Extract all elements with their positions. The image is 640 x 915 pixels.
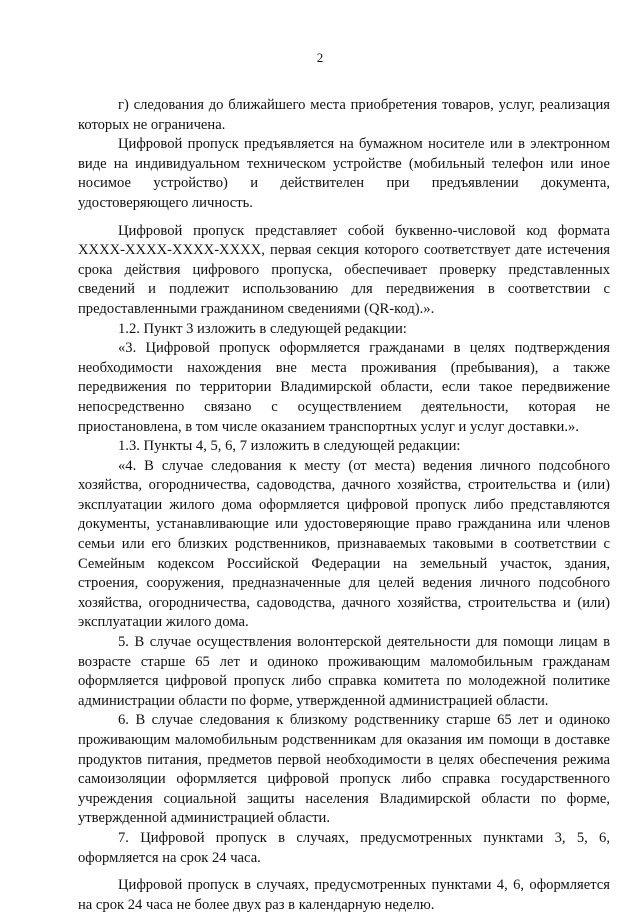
page-number: 2 [316, 50, 324, 65]
paragraph-code-format: Цифровой пропуск представляет собой буквенно-числовой код формата XXXX-XXXX-XXXX-XXXX, первая секция которого соответствует дате истечения срока действия цифрового пропуска, обеспечивает проверку представленных сведений и подлежит использованию для передвижения в соответствии с предоставленными гражданином сведениями (QR-код).». [78, 222, 610, 317]
paragraph-clause-5: 5. В случае осуществления волонтерской деятельности для помощи лицам в возрасте старше 65 лет и одиноко проживающим маломобильным гражданам оформляется цифровой пропуск либо справка комитета по молодежной политике администрации области по форме, утвержденной администрацией области. [78, 634, 610, 709]
paragraph-clause-6: 6. В случае следования к близкому родственнику старше 65 лет и одиноко проживающим маломобильным родственникам для оказания им помощи в доставке продуктов питания, предметов первой необходимости в целях обеспечения режима самоизоляции оформляется цифровой пропуск либо справка государственного учреждения социальной защиты населения Владимирской области по форме, утвержденной администрацией области. [78, 712, 610, 827]
paragraph-weekly-limit: Цифровой пропуск в случаях, предусмотренных пунктами 4, 6, оформляется на срок 24 часа не более двух раз в календарную неделю. [78, 877, 610, 913]
paragraph-item-g: г) следования до ближайшего места приобретения товаров, услуг, реализация которых не ограничена. [78, 97, 610, 133]
paragraph-clause-4: «4. В случае следования к месту (от места) ведения личного подсобного хозяйства, огородничества, садоводства, дачного хозяйства, строительства и (или) эксплуатации жилого дома оформляется цифровой пропуск либо представляются документы, устанавливающие или удостоверяющие право гражданина или членов семьи или его близких родственников, признаваемых таковыми в соответствии с Семейным кодексом Российской Федерации на земельный участок, здания, строения, сооружения, предназначенные для целей ведения личного подсобного хозяйства, огородничества, садоводства, дачного хозяйства, строительства и (или) эксплуатации жилого дома. [78, 457, 610, 631]
paragraph-amend-1-3: 1.3. Пункты 4, 5, 6, 7 изложить в следующей редакции: [118, 438, 461, 455]
document-body [78, 96, 610, 915]
paragraph-clause-3: «3. Цифровой пропуск оформляется гражданами в целях подтверждения необходимости нахождения вне места проживания (пребывания), а также передвижения по территории Владимирской области, если такое передвижение непосредственно связано с осуществлением деятельности, которая не приостановлена, в том числе оказанием транспортных услуг и услуг доставки.». [78, 340, 610, 435]
paragraph-clause-7: 7. Цифровой пропуск в случаях, предусмотренных пунктами 3, 5, 6, оформляется на срок 24 часа. [78, 829, 610, 866]
paragraph-amend-1-2: 1.2. Пункт 3 изложить в следующей редакции: [118, 320, 407, 337]
paragraph-presentation: Цифровой пропуск предъявляется на бумажном носителе или в электронном виде на индивидуальном техническом устройстве (мобильный телефон или иное носимое устройство) и действителен при предъявлении документа, удостоверяющего личность. [78, 136, 610, 211]
